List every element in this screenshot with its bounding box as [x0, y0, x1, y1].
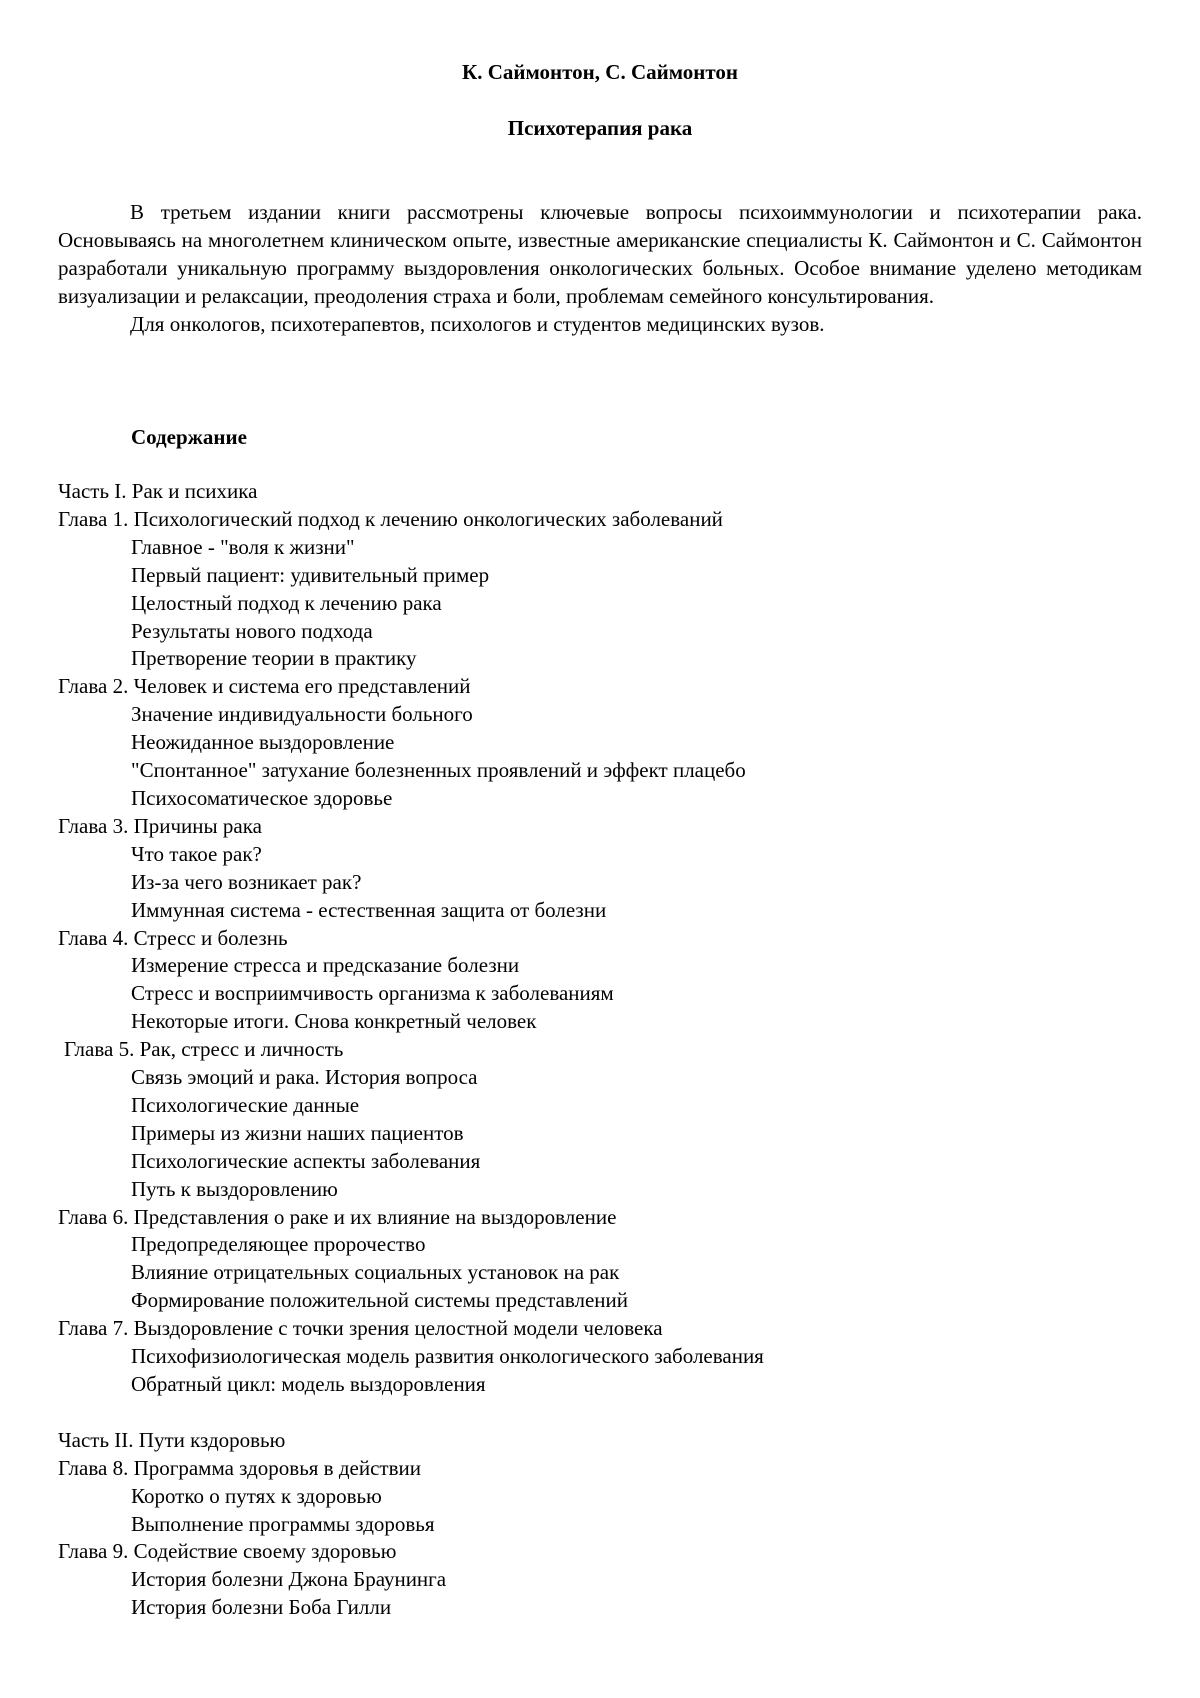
book-authors: К. Саймонтон, С. Саймонтон — [462, 60, 738, 84]
table-of-contents — [58, 478, 1142, 1622]
toc-gap — [58, 1399, 1142, 1427]
toc-section: Результаты нового подхода — [131, 618, 373, 643]
toc-section: История болезни Боба Гилли — [131, 1595, 392, 1620]
toc-chapter: Глава 6. Представления о раке и их влияние на выздоровление — [58, 1204, 617, 1229]
toc-section: Измерение стресса и предсказание болезни — [131, 953, 520, 978]
toc-section: Выполнение программы здоровья — [131, 1511, 435, 1536]
abstract-paragraph: Для онкологов, психотерапевтов, психологов и студентов медицинских вузов. — [130, 312, 825, 336]
toc-section: Путь к выздоровлению — [131, 1176, 338, 1201]
toc-chapter: Глава 4. Стресс и болезнь — [58, 925, 288, 950]
toc-section: Связь эмоций и рака. История вопроса — [131, 1065, 478, 1090]
toc-section: Формирование положительной системы представлений — [131, 1288, 628, 1313]
toc-section: Психофизиологическая модель развития онкологического заболевания — [131, 1344, 764, 1369]
toc-section: Обратный цикл: модель выздоровления — [131, 1372, 486, 1396]
toc-section: Первый пациент: удивительный пример — [131, 562, 490, 587]
toc-section: Психосоматическое здоровье — [131, 785, 393, 810]
toc-section: Из-за чего возникает рак? — [131, 869, 362, 894]
toc-chapter: Глава 9. Содействие своему здоровью — [58, 1539, 397, 1564]
toc-section: Стресс и восприимчивость организма к заболеваниям — [131, 981, 614, 1006]
toc-section: Неожиданное выздоровление — [131, 730, 395, 755]
toc-section: "Спонтанное" затухание болезненных проявлений и эффект плацебо — [131, 758, 746, 783]
toc-part: Часть II. Пути кздоровью — [58, 1427, 286, 1452]
toc-part: Часть I. Рак и психика — [58, 479, 258, 503]
abstract-paragraph: В третьем издании книги рассмотрены ключевые вопросы психоиммунологии и психотерапии рака. Основываясь на многолетнем клиническом опыте, известные американские специалисты К. Саймонтон и С. Саймонтон разработали уникальную программу выздоровления онкологических больных. Особое внимание уделено методикам визуализации и релаксации, преодоления страха и боли, проблемам семейного консультирования. — [58, 200, 1142, 308]
toc-section: Коротко о путях к здоровью — [131, 1483, 382, 1508]
book-title: Психотерапия рака — [507, 116, 693, 140]
toc-section: Претворение теории в практику — [131, 646, 417, 671]
toc-chapter: Глава 7. Выздоровление с точки зрения целостной модели человека — [58, 1316, 663, 1341]
contents-heading: Содержание — [131, 425, 247, 449]
book-abstract — [58, 198, 1142, 338]
toc-section: Влияние отрицательных социальных установок на рак — [131, 1260, 620, 1285]
toc-section: Иммунная система - естественная защита от болезни — [131, 897, 607, 922]
toc-chapter: Глава 5. Рак, стресс и личность — [64, 1037, 344, 1062]
toc-section: Предопределяющее пророчество — [131, 1232, 426, 1257]
toc-section: Примеры из жизни наших пациентов — [131, 1120, 464, 1145]
toc-section: Некоторые итоги. Снова конкретный человек — [131, 1009, 537, 1034]
toc-chapter: Глава 3. Причины рака — [58, 813, 262, 838]
toc-section: Значение индивидуальности больного — [131, 702, 473, 727]
toc-section: Что такое рак? — [131, 841, 262, 866]
toc-section: Психологические аспекты заболевания — [131, 1148, 481, 1173]
toc-section: Главное - "воля к жизни" — [131, 534, 355, 559]
toc-chapter: Глава 8. Программа здоровья в действии — [58, 1455, 421, 1480]
toc-chapter: Глава 1. Психологический подход к лечению онкологических заболеваний — [58, 506, 723, 531]
toc-section: Целостный подход к лечению рака — [131, 590, 442, 615]
toc-chapter: Глава 2. Человек и система его представлений — [58, 674, 471, 699]
toc-section: История болезни Джона Браунинга — [131, 1567, 447, 1592]
toc-section: Психологические данные — [131, 1092, 360, 1117]
